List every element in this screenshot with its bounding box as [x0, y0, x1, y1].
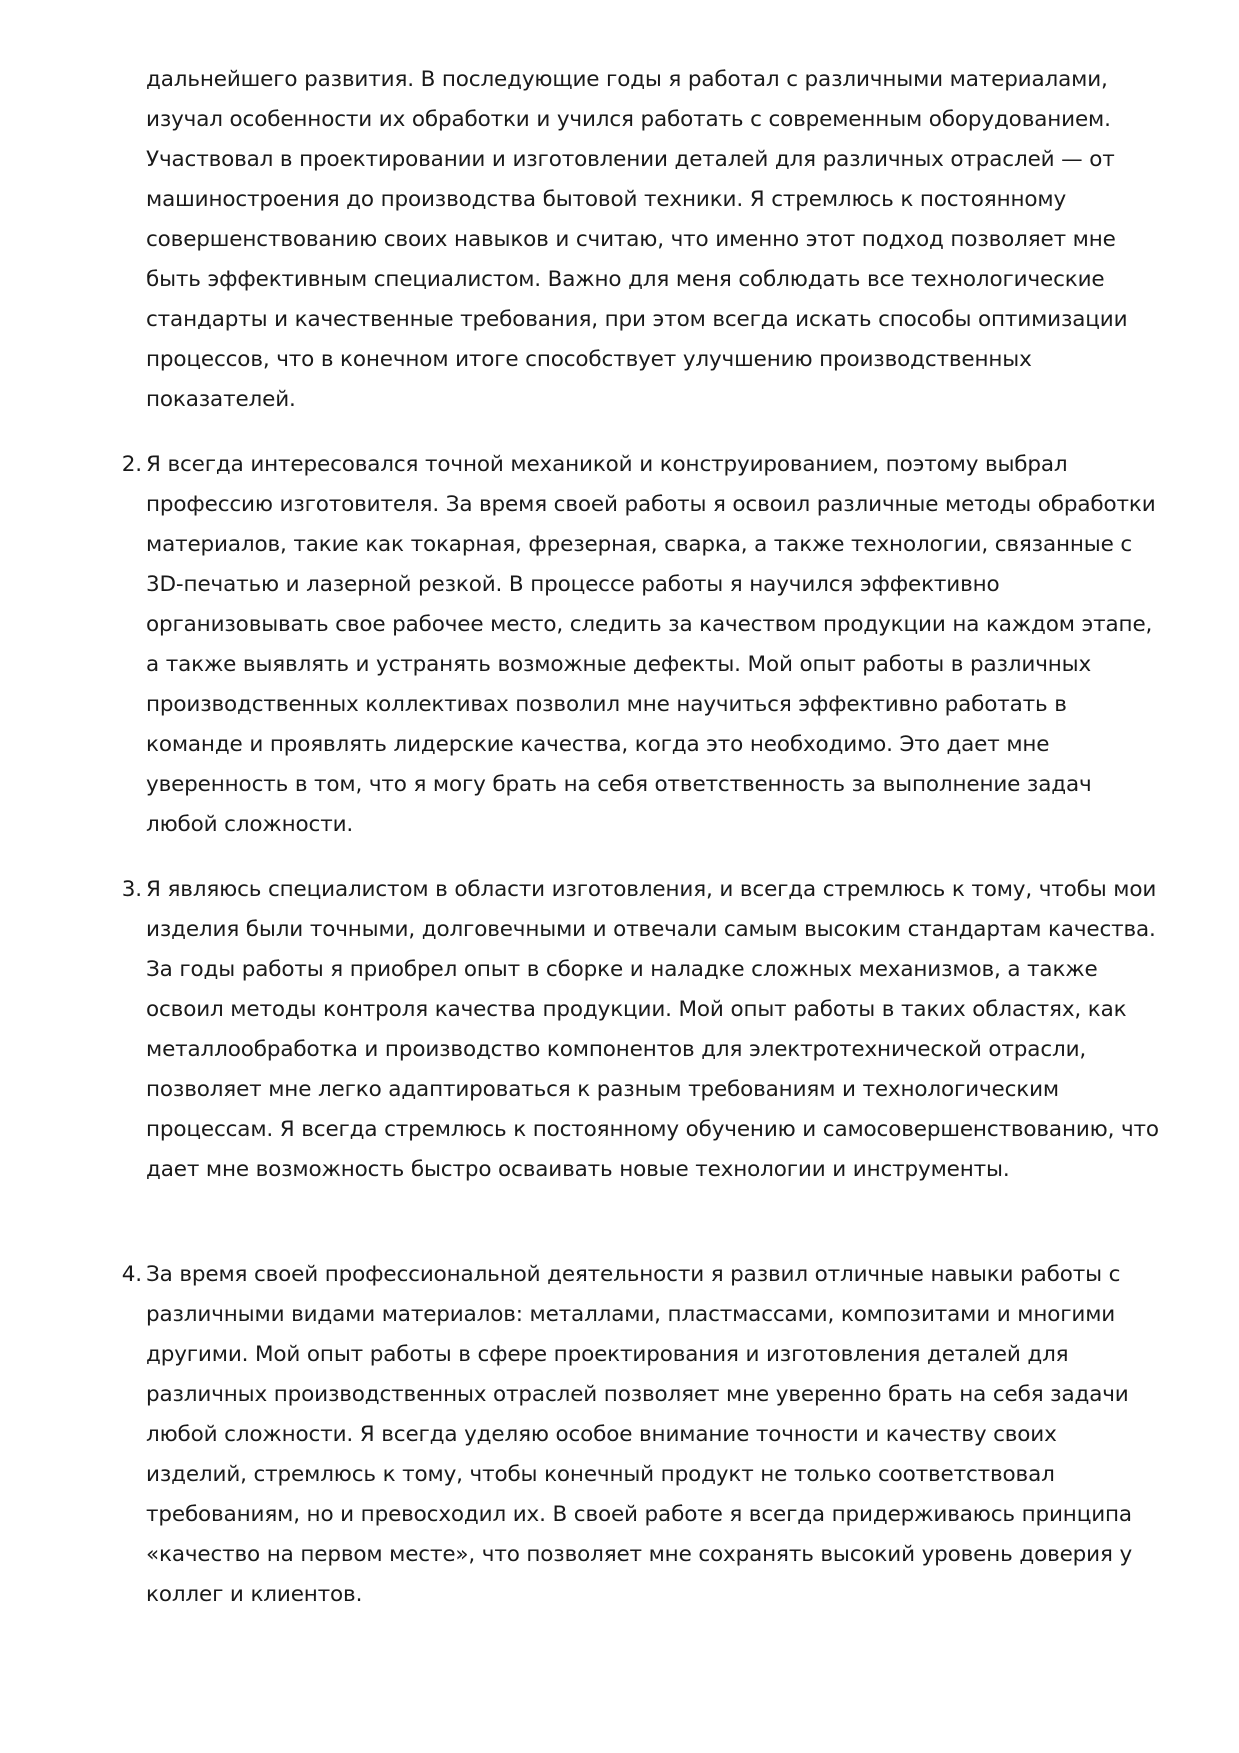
- list-item: [121, 1255, 1162, 1615]
- list-item: [121, 870, 1162, 1190]
- list-item-number: 4.: [121, 1262, 142, 1287]
- continuation-paragraph: дальнейшего развития. В последующие годы я работал с различными материалами, изучал особенности их обработки и учился работать с современным оборудованием. Участвовал в проектировании и изготовлении деталей для различных отраслей — от машиностроения до производства бытовой техники. Я стремлюсь к постоянному совершенствованию своих навыков и считаю, что именно этот подход позволяет мне быть эффективным специалистом. Важно для меня соблюдать все технологические стандарты и качественные требования, при этом всегда искать способы оптимизации процессов, что в конечном итоге способствует улучшению производственных показателей.: [146, 67, 1128, 412]
- list-item-text: Я всегда интересовался точной механикой и конструированием, поэтому выбрал профессию изготовителя. За время своей работы я освоил различные методы обработки материалов, такие как токарная, фрезерная, сварка, а также технологии, связанные с 3D-печатью и лазерной резкой. В процессе работы я научился эффективно организовывать свое рабочее место, следить за качеством продукции на каждом этапе, а также выявлять и устранять возможные дефекты. Мой опыт работы в различных производственных коллективах позволил мне научиться эффективно работать в команде и проявлять лидерские качества, когда это необходимо. Это дает мне уверенность в том, что я могу брать на себя ответственность за выполнение задач любой сложности.: [146, 452, 1156, 837]
- list-item-text: За время своей профессиональной деятельности я развил отличные навыки работы с различными видами материалов: металлами, пластмассами, композитами и многими другими. Мой опыт работы в сфере проектирования и изготовления деталей для различных производственных отраслей позволяет мне уверенно брать на себя задачи любой сложности. Я всегда уделяю особое внимание точности и качеству своих изделий, стремлюсь к тому, чтобы конечный продукт не только соответствовал требованиям, но и превосходил их. В своей работе я всегда придерживаюсь принципа «качество на первом месте», что позволяет мне сохранять высокий уровень доверия у коллег и клиентов.: [146, 1262, 1133, 1607]
- list-item: [121, 445, 1162, 845]
- list-item-text: Я являюсь специалистом в области изготовления, и всегда стремлюсь к тому, чтобы мои изделия были точными, долговечными и отвечали самым высоким стандартам качества. За годы работы я приобрел опыт в сборке и наладке сложных механизмов, а также освоил методы контроля качества продукции. Мой опыт работы в таких областях, как металлообработка и производство компонентов для электротехнической отрасли, позволяет мне легко адаптироваться к разным требованиям и технологическим процессам. Я всегда стремлюсь к постоянному обучению и самосовершенствованию, что дает мне возможность быстро осваивать новые технологии и инструменты.: [146, 877, 1159, 1182]
- list-item-number: 2.: [121, 452, 142, 477]
- list-item-number: 3.: [121, 877, 142, 902]
